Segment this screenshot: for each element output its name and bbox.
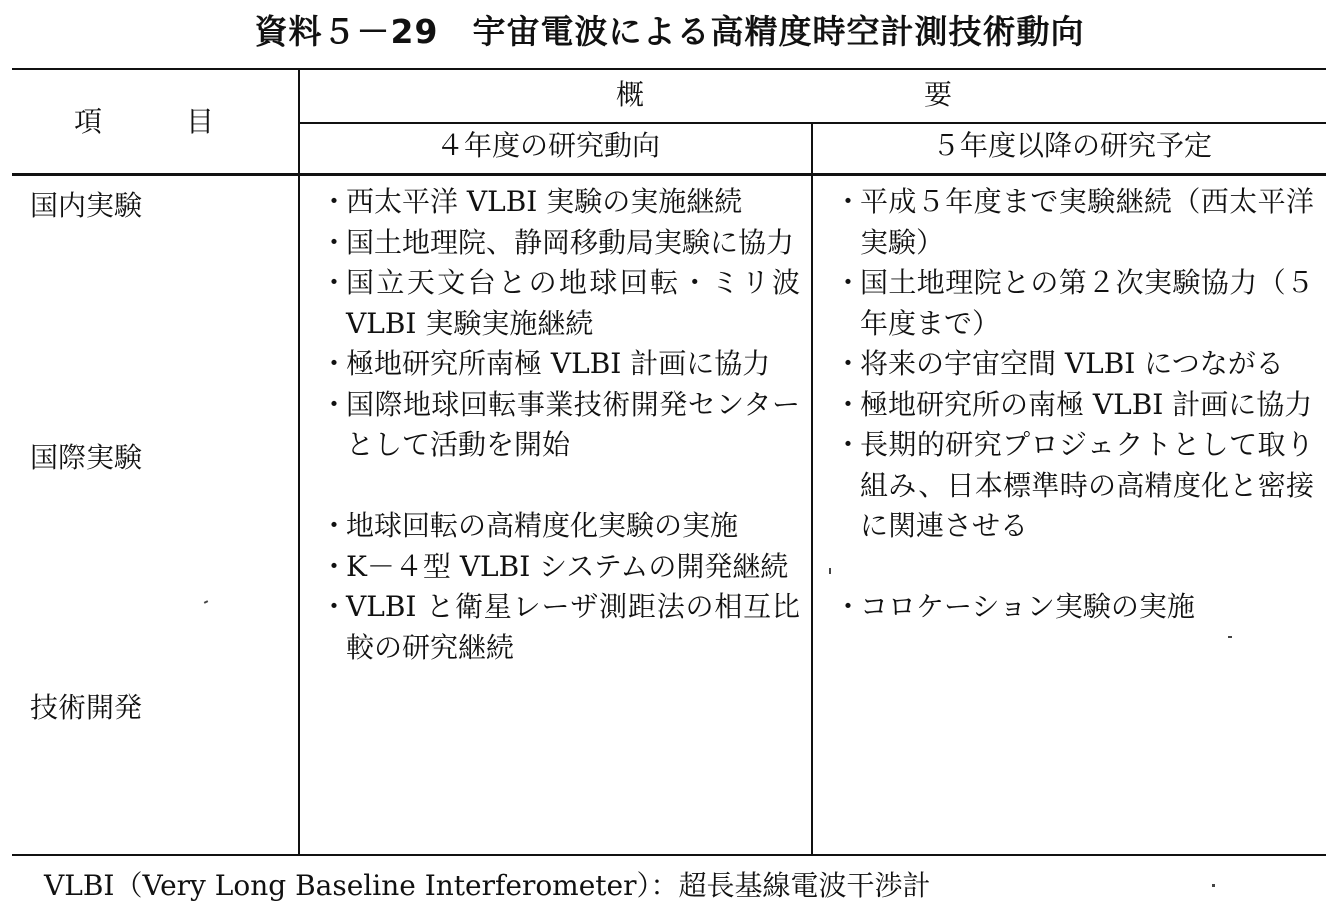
- list-item: [826, 182, 1314, 263]
- scan-speck: [204, 600, 208, 604]
- header-item: 項 目: [74, 105, 215, 138]
- item-text: 平成５年度まで実験継続（西太平洋実験）: [860, 185, 1314, 259]
- list-item: [312, 587, 800, 668]
- item-text: 国際地球回転事業技術開発センターとして活動を開始: [346, 387, 800, 461]
- list-item: [826, 425, 1314, 547]
- item-text: 極地研究所の南極 VLBI 計画に協力: [860, 387, 1313, 421]
- table-top-rule: [12, 68, 1326, 70]
- header-summary: 概 要: [616, 78, 953, 111]
- list-item: [312, 182, 800, 223]
- bullet-mark: ・: [834, 266, 863, 299]
- item-text: K－４型 VLBI システムの開発継続: [346, 549, 789, 583]
- item-text: 極地研究所南極 VLBI 計画に協力: [346, 347, 771, 380]
- bullet-mark: ・: [834, 590, 863, 623]
- list-item: [826, 344, 1314, 385]
- item-text: コロケーション実験の実施: [860, 590, 1195, 623]
- bullet-mark: ・: [834, 185, 863, 218]
- row-label-domestic: 国内実験: [30, 189, 143, 222]
- list-item: [312, 344, 800, 385]
- bullet-mark: ・: [320, 225, 349, 259]
- bullet-mark: ・: [320, 347, 349, 380]
- list-item: [312, 385, 800, 466]
- column-divider-right: [811, 122, 813, 856]
- item-text: 将来の宇宙空間 VLBI につながる: [860, 347, 1284, 380]
- footnote: VLBI（Very Long Baseline Interferometer）：超長基線電波干渉計: [44, 869, 931, 902]
- item-text: 国土地理院との第２次実験協力（５年度まで）: [860, 266, 1314, 340]
- list-item: [312, 223, 800, 264]
- document-title: 資料５－29 宇宙電波による高精度時空計測技術動向: [254, 12, 1085, 51]
- table-bottom-rule: [12, 854, 1326, 856]
- list-item: [312, 547, 800, 588]
- header-current-year: ４年度の研究動向: [436, 129, 661, 162]
- list-item: [826, 385, 1314, 426]
- bullet-mark: ・: [320, 185, 349, 218]
- scan-speck: [1212, 884, 1215, 887]
- column-divider-left: [298, 68, 300, 856]
- blank-line: [312, 466, 800, 507]
- row-label-international: 国際実験: [30, 441, 143, 474]
- item-text: 長期的研究プロジェクトとして取り組み、日本標準時の高精度化と密接に関連させる: [860, 428, 1314, 542]
- bullet-mark: ・: [834, 387, 863, 421]
- scan-speck: [829, 568, 831, 574]
- row-label-tech: 技術開発: [30, 691, 143, 724]
- list-item: [826, 587, 1314, 628]
- header-bottom-rule: [12, 173, 1326, 176]
- bullet-mark: ・: [320, 387, 349, 421]
- bullet-mark: ・: [320, 509, 349, 542]
- item-text: 地球回転の高精度化実験の実施: [346, 509, 739, 542]
- item-text: 西太平洋 VLBI 実験の実施継続: [346, 185, 743, 218]
- blank-line: [826, 547, 1314, 588]
- item-text: 国土地理院、静岡移動局実験に協力: [346, 225, 795, 259]
- bullet-mark: ・: [320, 266, 349, 299]
- bullet-mark: ・: [320, 549, 349, 583]
- bullet-mark: ・: [320, 590, 349, 623]
- future-years-column: [826, 182, 1314, 628]
- list-item: [312, 263, 800, 344]
- item-text: VLBI と衛星レーザ測距法の相互比較の研究継続: [346, 590, 800, 664]
- current-year-column: [312, 182, 800, 668]
- bullet-mark: ・: [834, 428, 863, 461]
- list-item: [826, 263, 1314, 344]
- header-future-years: ５年度以降の研究予定: [932, 129, 1213, 162]
- item-text: 国立天文台との地球回転・ミリ波 VLBI 実験実施継続: [346, 266, 800, 340]
- bullet-mark: ・: [834, 347, 863, 380]
- list-item: [312, 506, 800, 547]
- scan-speck: [1228, 636, 1232, 638]
